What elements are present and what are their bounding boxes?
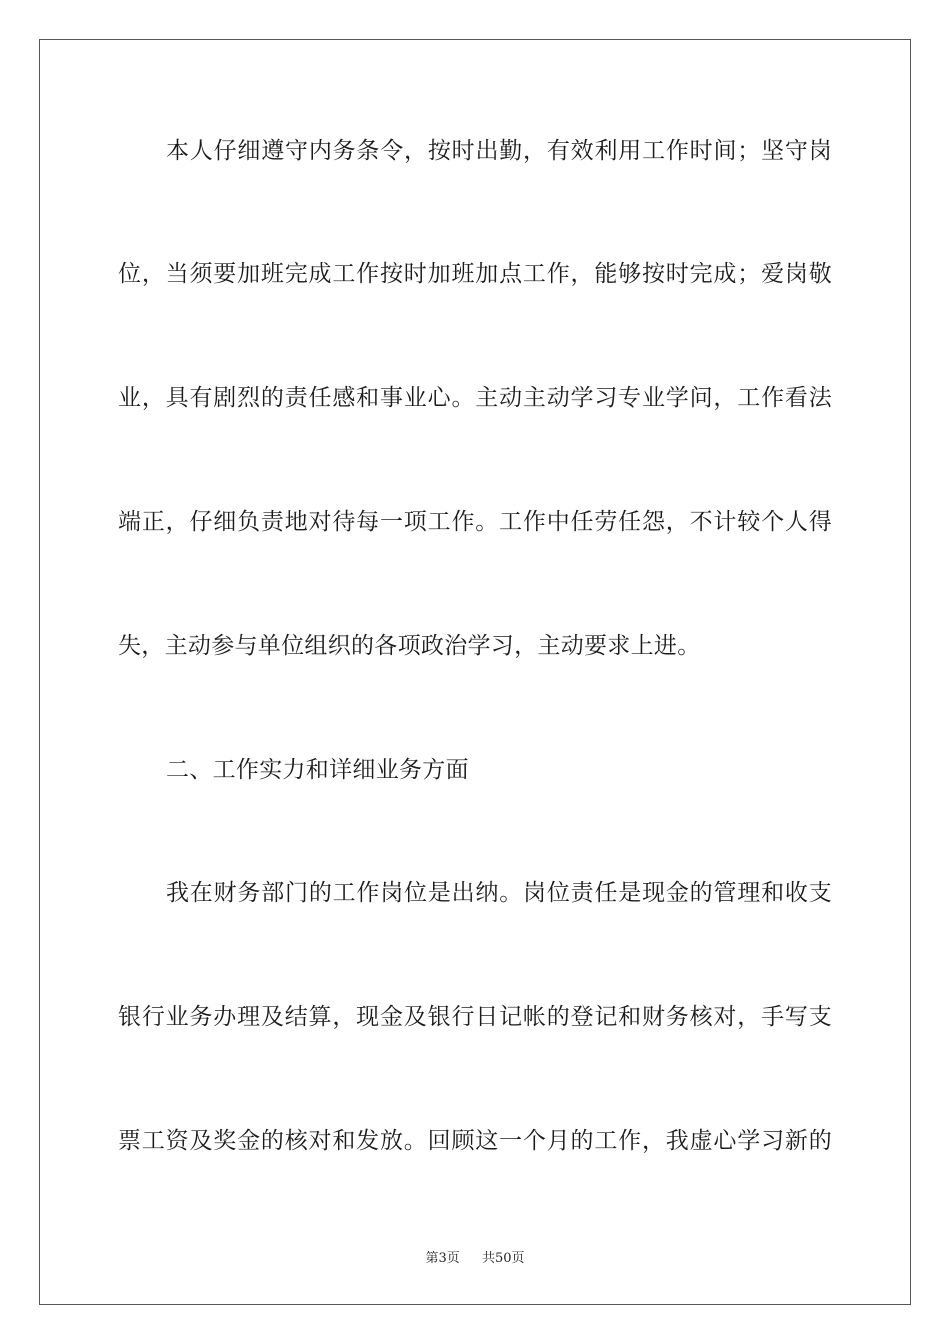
- paragraph-line: 位，当须要加班完成工作按时加班加点工作，能够按时完成；爱岗敬: [118, 261, 832, 287]
- paragraph-line: 银行业务办理及结算，现金及银行日记帐的登记和财务核对，手写支: [118, 1004, 832, 1030]
- page-border: [39, 39, 911, 1305]
- page-footer: [0, 1247, 950, 1266]
- total-pages: 共50页: [482, 1251, 525, 1266]
- page-number: 第3页: [425, 1251, 460, 1266]
- section-heading: 二、工作实力和详细业务方面: [166, 757, 469, 783]
- paragraph-line: 端正，仔细负责地对待每一项工作。工作中任劳任怨，不计较个人得: [118, 509, 832, 535]
- paragraph-line: 失，主动参与单位组织的各项政治学习，主动要求上进。: [118, 633, 701, 659]
- paragraph-line: 业，具有剧烈的责任感和事业心。主动主动学习专业学问，工作看法: [118, 385, 832, 411]
- paragraph-line: 我在财务部门的工作岗位是出纳。岗位责任是现金的管理和收支: [166, 880, 832, 906]
- paragraph-line: 票工资及奖金的核对和发放。回顾这一个月的工作，我虚心学习新的: [118, 1128, 832, 1154]
- paragraph-line: 本人仔细遵守内务条令，按时出勤，有效利用工作时间；坚守岗: [166, 138, 832, 164]
